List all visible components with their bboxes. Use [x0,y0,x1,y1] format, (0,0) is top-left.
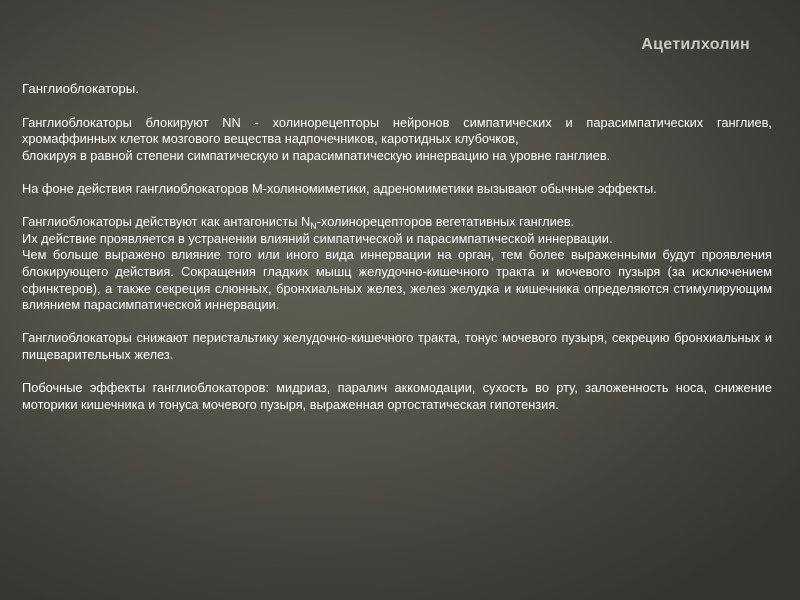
paragraph-antagonists [22,214,772,314]
antagonists-text-start: Ганглиоблокаторы действуют как антагонисты N [22,214,311,230]
paragraph-text-last-line: блокируя в равной степени симпатическую и парасимпатическую иннервацию на уровне ганглиев. [22,147,611,163]
slide-heading: Ганглиоблокаторы. [22,81,139,96]
slide-content [22,81,772,413]
receptor-subscript: N [310,221,317,232]
antagonists-line [22,214,772,231]
paragraph-background-effects: На фоне действия ганглиоблокаторов М-холиномиметики, адреномиметики вызывают обычные эффекты. [22,180,657,196]
slide-corner-title: Ацетилхолин [641,36,750,53]
action-line: Их действие проявляется в устранении влияний симпатической и парасимпатической иннервации. [22,230,613,246]
paragraph-text: Ганглиоблокаторы блокируют NN - холинорецепторы нейронов симпатических и парасимпатических ганглиев, хромаффинных клеток мозгового вещества надпочечников, каротидных клубочков, [22,114,772,147]
antagonists-text-end: -холинорецепторов вегетативных ганглиев. [316,214,575,230]
paragraph-side-effects: Побочные эффекты ганглиоблокаторов: мидриаз, паралич аккомодации, сухость во рту, заложенность носа, снижение моторики кишечника и тонуса мочевого пузыря, выраженная ортостатическая гипотензия. [22,380,772,412]
paragraph-reduce-effects: Ганглиоблокаторы снижают перистальтику желудочно-кишечного тракта, тонус мочевого пузыря, секрецию бронхиальных и пищеварительных желез. [22,330,772,362]
paragraph-blocking-mechanism [22,115,772,165]
innervation-text: Чем больше выражено влияние того или иного вида иннервации на орган, тем более выраженными будут проявления блокирующего действия. Сокращения гладких мышц желудочно-кишечного тракта и мочевого пузыря (за исключением сфинктеров), а также секреция слюнных, бронхиальных желез, желез желудка и кишечника определяются стимулирующим влиянием парасимпатической иннервации. [22,247,772,313]
